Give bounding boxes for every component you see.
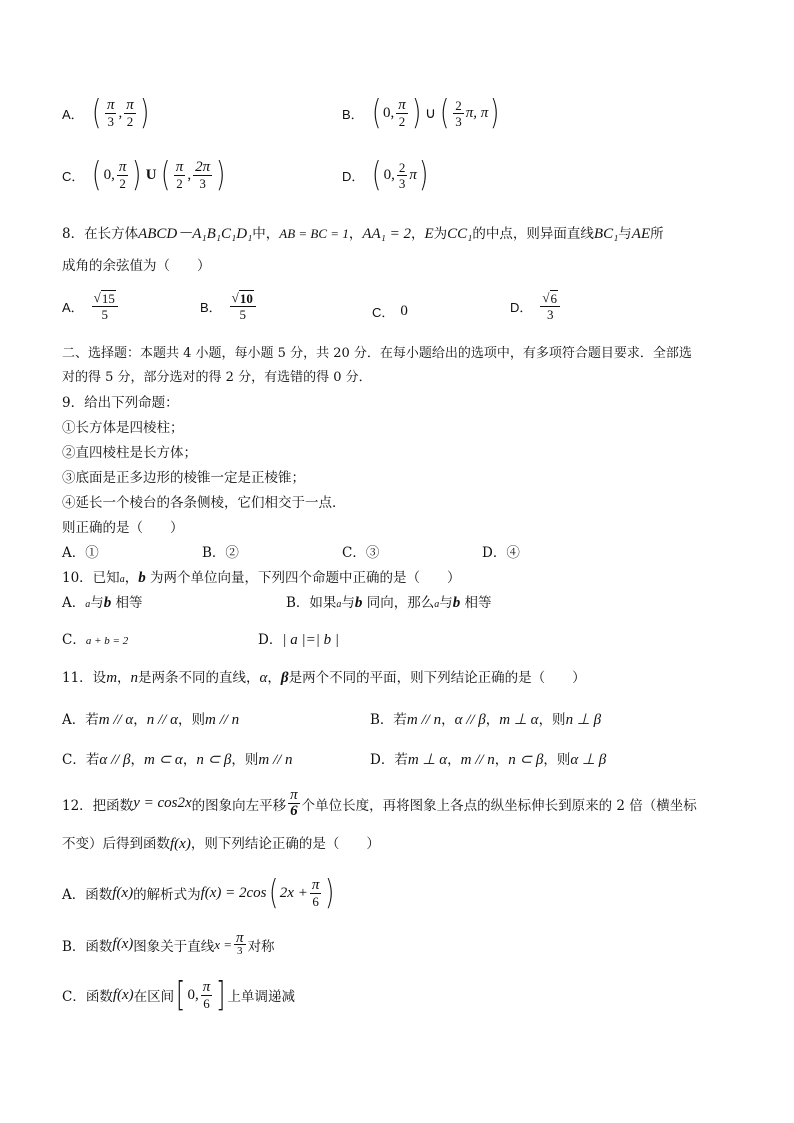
q9-stem: 9．给出下列命题： (62, 395, 179, 411)
text: 的图象向左平移 (191, 797, 287, 814)
section2-heading-line2: 对的得 5 分，部分选对的得 2 分，有选错的得 0 分． (62, 370, 372, 385)
option-label: C． (62, 632, 86, 648)
radicand: 6 (550, 291, 558, 306)
vector-a: a (434, 599, 440, 610)
text: ， (494, 752, 509, 768)
q11-option-a[interactable] (62, 710, 239, 730)
text: ，则 (231, 752, 259, 768)
union-symbol: ∪ (424, 105, 436, 122)
left-paren: ( (439, 93, 450, 133)
denominator: 3 (237, 945, 243, 957)
denominator: 3 (107, 113, 114, 129)
option-label: A． (62, 595, 86, 611)
q12-option-a[interactable] (62, 873, 337, 913)
text: ， (447, 752, 461, 768)
right-paren: ) (418, 155, 429, 195)
numerator: π (202, 978, 211, 995)
math-aa1: AA₁ = 2 (362, 226, 411, 242)
math-expr: α ⊥ β (570, 752, 607, 768)
fraction (288, 788, 300, 819)
math-expr: | a |=| b | (282, 632, 339, 648)
text: 上单调递减 (227, 989, 295, 1005)
text: ， (441, 712, 455, 728)
option-label: B．如果 (286, 595, 337, 611)
radicand: 15 (101, 291, 115, 306)
fraction (230, 290, 256, 322)
right-bracket: ] (216, 975, 226, 1015)
q10-stem (62, 568, 460, 590)
fraction (92, 290, 118, 322)
interval-tail: π, π (465, 104, 489, 121)
denominator: 3 (398, 175, 406, 191)
denominator: 2 (119, 175, 126, 191)
text: 与 (341, 595, 355, 611)
denominator: 3 (455, 113, 462, 129)
q12-stem-line2 (62, 834, 380, 854)
fraction (117, 160, 129, 191)
section2-heading-line1: 二、选择题：本题共 4 小题，每小题 5 分，共 20 分．在每小题给出的选项中，有多项符合题目要求．全部选 (62, 346, 692, 361)
denominator: 2 (398, 113, 406, 129)
radicand: 10 (239, 291, 253, 306)
math-fx: f(x) (170, 836, 191, 852)
right-paren: ) (490, 93, 500, 133)
denominator: 5 (239, 307, 246, 322)
q8-option-c[interactable] (372, 302, 408, 321)
q7-option-d[interactable] (342, 155, 430, 195)
text: 同向，那么 (362, 595, 435, 611)
fraction (453, 98, 464, 129)
option-label: B． (200, 299, 222, 315)
option-label: D． (258, 632, 283, 648)
q7-option-a[interactable] (62, 93, 151, 133)
text: ，则 (543, 752, 571, 768)
math-expr: m ⊂ α (144, 752, 183, 768)
option-label: D．若 (370, 752, 408, 768)
q9-option-c[interactable]: C．③ (342, 545, 380, 561)
q11-option-c[interactable] (62, 750, 293, 770)
fraction (540, 290, 560, 322)
right-paren: ) (411, 93, 421, 133)
fraction (396, 98, 408, 129)
math-ae: AE (631, 226, 651, 242)
text: 为两个单位向量，下列四个命题中正确的是（ ） (145, 570, 461, 586)
text: ， (485, 712, 500, 728)
q9-statement-3: ③底面是正多边形的棱锥一定是正棱锥； (62, 470, 305, 486)
numerator: π (236, 930, 244, 946)
numerator: 2 (455, 97, 462, 113)
math-expr: a + b = 2 (85, 635, 129, 647)
zero: 0, (103, 166, 115, 183)
option-label: B． (342, 106, 364, 122)
text: ， (182, 752, 197, 768)
numerator: π (118, 158, 127, 175)
right-paren: ) (139, 93, 149, 133)
numerator: π (311, 876, 320, 893)
math-expr: n ⊂ β (508, 752, 544, 768)
option-label: C． (62, 168, 85, 184)
fraction (105, 98, 117, 129)
q8-option-b[interactable] (200, 290, 258, 322)
q8-stem-line2: 成角的余弦值为（ ） (62, 258, 211, 274)
q9-option-a[interactable]: A．① (62, 545, 99, 561)
text: 图象关于直线 (133, 938, 215, 955)
denominator: 2 (126, 113, 134, 129)
text: 11．设 (62, 670, 107, 686)
option-label: C． (372, 305, 395, 320)
math-expr: α // β (99, 752, 131, 768)
math-e: E (424, 226, 434, 242)
pi-symbol: π (409, 166, 417, 183)
fraction (201, 980, 213, 1011)
q11-option-b[interactable] (370, 710, 601, 730)
text: 中， (252, 226, 280, 242)
q9-statement-1: ①长方体是四棱柱； (62, 420, 184, 436)
text: 的解析式为 (133, 887, 201, 903)
option-label: A． (62, 106, 84, 122)
zero: 0, (187, 986, 199, 1003)
vector-b: b (103, 595, 112, 611)
q10-option-a[interactable] (62, 593, 143, 615)
text: ，则下列结论正确的是（ ） (190, 836, 380, 852)
q9-option-b[interactable]: B．② (202, 545, 239, 561)
left-paren: ( (160, 155, 170, 195)
text: 不变）后得到函数 (62, 836, 170, 852)
sqrt: √ 15 (92, 290, 118, 307)
numerator: π (398, 96, 406, 113)
math-expr: n // α (146, 712, 179, 728)
text: 是两条不同的直线， (138, 670, 260, 686)
text: 相等 (460, 595, 492, 611)
text: 个单位长度，再将图象上各点的纵坐标伸长到原来的 2 倍（横坐标 (301, 797, 697, 814)
option-label: D． (342, 168, 365, 184)
text: 与 (90, 595, 104, 611)
option-label: B．若 (370, 712, 407, 728)
text: ， (348, 226, 363, 242)
fraction (310, 878, 322, 909)
text: 10．已知 (62, 570, 120, 586)
text: ， (411, 226, 425, 242)
math-beta: β (280, 670, 289, 686)
text: 8．在长方体 (62, 226, 139, 242)
right-paren: ) (325, 873, 335, 913)
q12-option-c[interactable] (62, 975, 295, 1015)
q7-option-c[interactable] (62, 155, 227, 195)
option-label: D． (510, 299, 533, 315)
text: 为 (433, 226, 448, 242)
math-ab: AB = BC = 1 (279, 226, 349, 241)
option-label: A． (62, 299, 84, 315)
vector-a: a (336, 599, 342, 610)
denominator: 5 (101, 307, 108, 322)
sqrt: √ 10 (230, 290, 256, 307)
right-paren: ) (132, 155, 142, 195)
text: B．函数 (62, 938, 113, 955)
math-expr: n ⊂ β (196, 752, 232, 768)
left-paren: ( (371, 93, 381, 133)
text: A．函数 (62, 887, 113, 903)
text: ，则 (538, 712, 566, 728)
left-paren: ( (91, 93, 101, 133)
q9-option-d[interactable]: D．④ (482, 545, 520, 561)
numerator: π (290, 787, 298, 803)
math-expr: f(x) = 2cos (200, 884, 267, 901)
q9-statement-4: ④延长一个棱台的各条侧棱，它们相交于一点． (62, 495, 346, 511)
text: ， (130, 752, 145, 768)
text: ，则 (178, 712, 206, 728)
text: ， (133, 712, 147, 728)
q12-option-b[interactable] (62, 932, 275, 957)
math-n: n (130, 670, 139, 686)
vector-a: a (85, 599, 91, 610)
math-expr: m ⊥ α (499, 712, 539, 728)
q12-stem (62, 788, 697, 819)
option-label: C．若 (62, 752, 100, 768)
denominator: 3 (546, 307, 554, 322)
right-paren: ) (216, 155, 226, 195)
math-expr: m ⊥ α (407, 752, 448, 768)
text: 与 (618, 226, 632, 242)
sqrt: √ 6 (540, 290, 560, 307)
text: 在区间 (133, 989, 175, 1005)
math-bc1: BC₁ (593, 226, 619, 242)
numerator: π (106, 96, 115, 113)
text: 所 (650, 226, 664, 242)
separator: , (118, 104, 123, 121)
q9-ask: 则正确的是（ ） (62, 520, 184, 536)
numerator: π (175, 158, 184, 175)
q7-option-b[interactable] (342, 93, 502, 133)
q11-option-d[interactable] (370, 750, 606, 770)
text: 对称 (247, 938, 275, 955)
math-alpha: α (259, 670, 268, 686)
q8-option-d[interactable] (510, 290, 562, 322)
text: 12．把函数 (62, 797, 134, 814)
fraction (124, 98, 136, 129)
math-expr: α // β (454, 712, 486, 728)
value: 0 (400, 303, 408, 319)
math-fx: f(x) (112, 986, 134, 1003)
text: 是两个不同的平面，则下列结论正确的是（ ） (288, 670, 586, 686)
math-expr: 2x + (279, 884, 308, 901)
math-m: m (106, 670, 118, 686)
math-expr: m // n (258, 752, 293, 768)
math-cc1: CC₁ (447, 226, 473, 242)
vector-b: b (452, 595, 461, 611)
vector-b: b (138, 570, 146, 586)
zero: 0, (382, 104, 395, 121)
q10-option-d[interactable] (258, 630, 339, 650)
text: ， (267, 670, 281, 686)
left-bracket: [ (176, 975, 186, 1015)
vector-a: a (119, 574, 125, 585)
numerator: π (126, 96, 134, 113)
q10-option-c[interactable] (62, 630, 128, 651)
fraction (397, 160, 408, 191)
left-paren: ( (92, 155, 102, 195)
union-symbol: U (145, 166, 157, 183)
denominator: 6 (290, 803, 298, 819)
text: ， (117, 670, 131, 686)
text: 相等 (111, 595, 143, 611)
math-expr: m // α (98, 712, 134, 728)
q8-stem (62, 224, 664, 244)
math-fx: f(x) (112, 884, 134, 901)
math-expr: m // n (205, 712, 240, 728)
text: ， (124, 570, 139, 586)
q9-statement-2: ②直四棱柱是长方体； (62, 445, 197, 461)
math-cuboid: ABCD－A₁B₁C₁D₁ (138, 226, 253, 242)
q8-option-a[interactable] (62, 290, 120, 322)
denominator: 6 (312, 893, 319, 909)
separator: , (187, 166, 192, 183)
math-expr: m // n (406, 712, 442, 728)
math-expr: m // n (460, 752, 495, 768)
fraction (174, 160, 186, 191)
vector-b: b (354, 595, 363, 611)
math-fx: f(x) (112, 936, 134, 952)
text: 与 (439, 595, 453, 611)
zero: 0, (383, 166, 395, 183)
left-paren: ( (268, 873, 278, 913)
q11-stem (62, 668, 586, 688)
denominator: 3 (199, 175, 206, 191)
fraction (193, 160, 212, 191)
math-expr: n ⊥ β (565, 712, 602, 728)
math-function: y = cos2x (133, 795, 192, 811)
denominator: 2 (176, 175, 183, 191)
option-label: A．若 (62, 712, 99, 728)
fraction (234, 932, 246, 957)
q10-option-b[interactable] (286, 593, 492, 615)
denominator: 6 (203, 995, 210, 1011)
numerator: 2 (398, 159, 406, 175)
text: 的中点，则异面直线 (472, 226, 594, 242)
math-expr: x = (214, 936, 233, 952)
left-paren: ( (372, 155, 382, 195)
numerator: 2π (195, 158, 211, 175)
text: C．函数 (62, 989, 113, 1005)
